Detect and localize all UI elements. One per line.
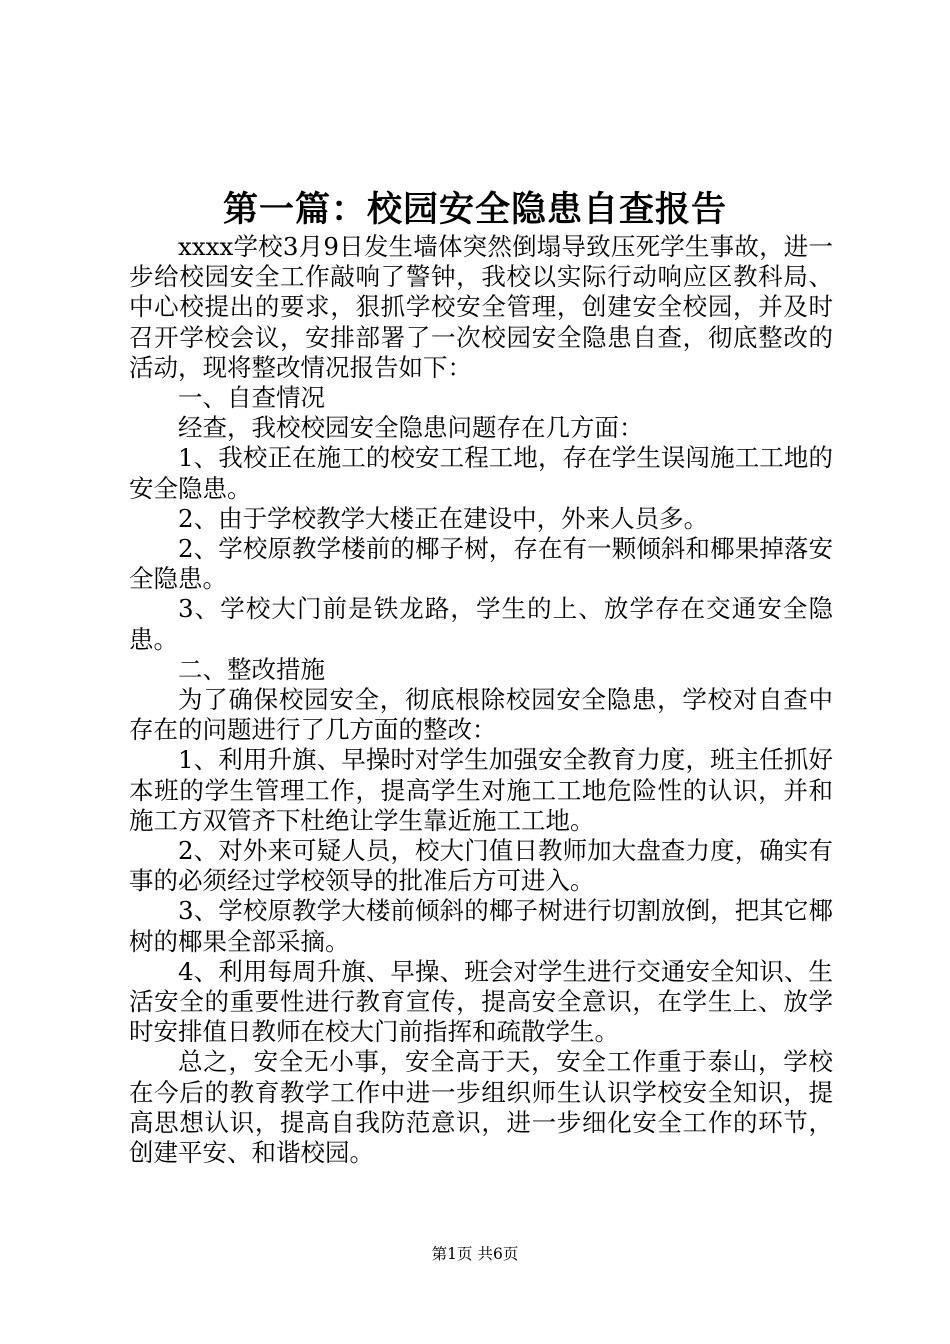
paragraph-finding-2b: 2、学校原教学楼前的椰子树，存在有一颗倾斜和椰果掉落安全隐患。 [129, 534, 833, 594]
paragraph-measure-3: 3、学校原教学大楼前倾斜的椰子树进行切割放倒，把其它椰树的椰果全部采摘。 [129, 896, 833, 956]
paragraph-findings-intro: 经查，我校校园安全隐患问题存在几方面： [178, 413, 644, 443]
paragraph-rectification-intro: 为了确保校园安全，彻底根除校园安全隐患，学校对自查中存在的问题进行了几方面的整改： [129, 685, 833, 745]
document-title: 第一篇：校园安全隐患自查报告 [222, 190, 727, 230]
paragraph-measure-1: 1、利用升旗、早操时对学生加强安全教育力度，班主任抓好本班的学生管理工作，提高学生对施工工地危险性的认识，并和施工方双管齐下杜绝让学生靠近施工工地。 [129, 745, 833, 835]
paragraph-measure-2: 2、对外来可疑人员，校大门值日教师加大盘查力度，确实有事的必须经过学校领导的批准后方可进入。 [129, 836, 833, 896]
page-footer: 第1页 共6页 [431, 1245, 519, 1263]
paragraph-finding-2: 2、由于学校教学大楼正在建设中，外来人员多。 [178, 503, 709, 533]
section-heading-rectification: 二、整改措施 [178, 654, 325, 684]
paragraph-intro: xxxx学校3月9日发生墙体突然倒塌导致压死学生事故，进一步给校园安全工作敲响了警钟，我校以实际行动响应区教科局、中心校提出的要求，狠抓学校安全管理，创建安全校园，并及时召开学校会议，安排部署了一次校园安全隐患自查，彻底整改的活动，现将整改情况报告如下： [129, 232, 833, 382]
paragraph-measure-4: 4、利用每周升旗、早操、班会对学生进行交通安全知识、生活安全的重要性进行教育宣传，提高安全意识，在学生上、放学时安排值日教师在校大门前指挥和疏散学生。 [129, 956, 833, 1047]
section-heading-self-check: 一、自查情况 [178, 383, 325, 413]
paragraph-conclusion: 总之，安全无小事，安全高于天，安全工作重于泰山，学校在今后的教育教学工作中进一步组织师生认识学校安全知识，提高思想认识，提高自我防范意识，进一步细化安全工作的环节，创建平安、和谐校园。 [129, 1047, 833, 1168]
document-body [129, 232, 833, 1168]
paragraph-finding-3: 3、学校大门前是铁龙路，学生的上、放学存在交通安全隐患。 [129, 594, 833, 654]
paragraph-finding-1: 1、我校正在施工的校安工程工地，存在学生误闯施工工地的安全隐患。 [129, 443, 833, 503]
